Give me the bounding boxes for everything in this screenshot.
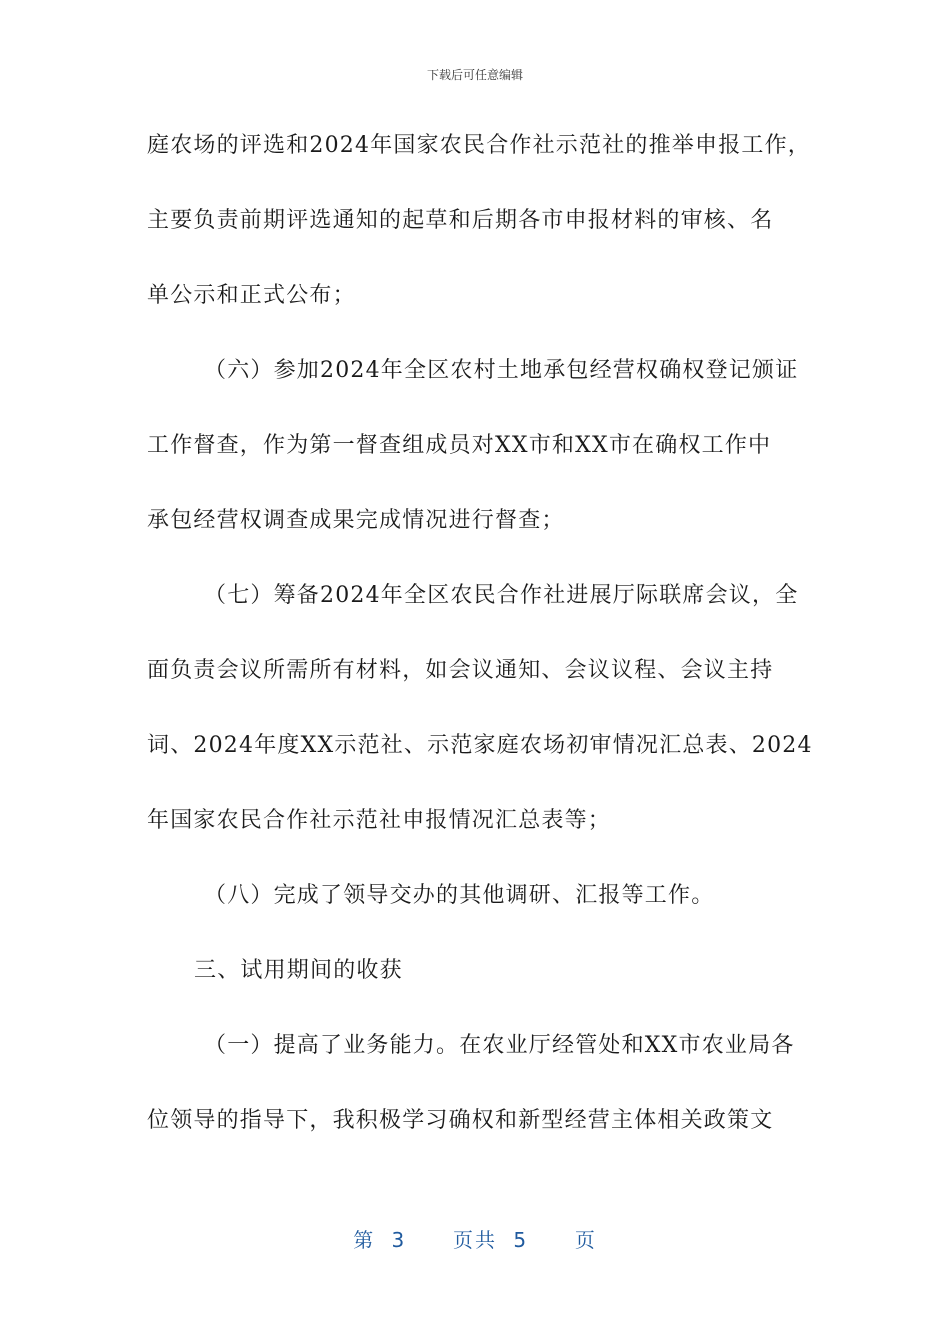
text-line: 主要负责前期评选通知的起草和后期各市申报材料的审核、名 bbox=[147, 208, 774, 233]
text-line: 单公示和正式公布； bbox=[147, 283, 356, 308]
text-line: （一）提高了业务能力。在农业厅经管处和XX市农业局各 bbox=[204, 1033, 795, 1058]
text-line: 庭农场的评选和2024年国家农民合作社示范社的推举申报工作， bbox=[147, 133, 811, 158]
page-header-note: 下载后可任意编辑 bbox=[426, 68, 523, 82]
footer-total-pages: 5 bbox=[513, 1228, 529, 1252]
footer-suffix: 页 bbox=[574, 1228, 597, 1252]
text-line: 年国家农民合作社示范社申报情况汇总表等； bbox=[147, 808, 612, 833]
text-line: 位领导的指导下，我积极学习确权和新型经营主体相关政策文 bbox=[147, 1108, 774, 1133]
page-footer bbox=[0, 1224, 950, 1253]
text-line: 词、2024年度XX示范社、示范家庭农场初审情况汇总表、2024 bbox=[147, 733, 813, 758]
footer-prefix: 第 bbox=[353, 1228, 376, 1252]
document-body bbox=[147, 122, 817, 1172]
footer-current-page: 3 bbox=[391, 1228, 407, 1252]
text-line: （八）完成了领导交办的其他调研、汇报等工作。 bbox=[204, 883, 715, 908]
footer-middle: 页共 bbox=[453, 1228, 497, 1252]
text-line: 承包经营权调查成果完成情况进行督查； bbox=[147, 508, 565, 533]
text-line: （六）参加2024年全区农村土地承包经营权确权登记颁证 bbox=[204, 358, 799, 383]
text-line: （七）筹备2024年全区农民合作社进展厅际联席会议，全 bbox=[204, 583, 799, 608]
text-line: 面负责会议所需所有材料，如会议通知、会议议程、会议主持 bbox=[147, 658, 774, 683]
section-heading: 三、试用期间的收获 bbox=[194, 958, 403, 983]
text-line: 工作督查，作为第一督查组成员对XX市和XX市在确权工作中 bbox=[147, 433, 772, 458]
